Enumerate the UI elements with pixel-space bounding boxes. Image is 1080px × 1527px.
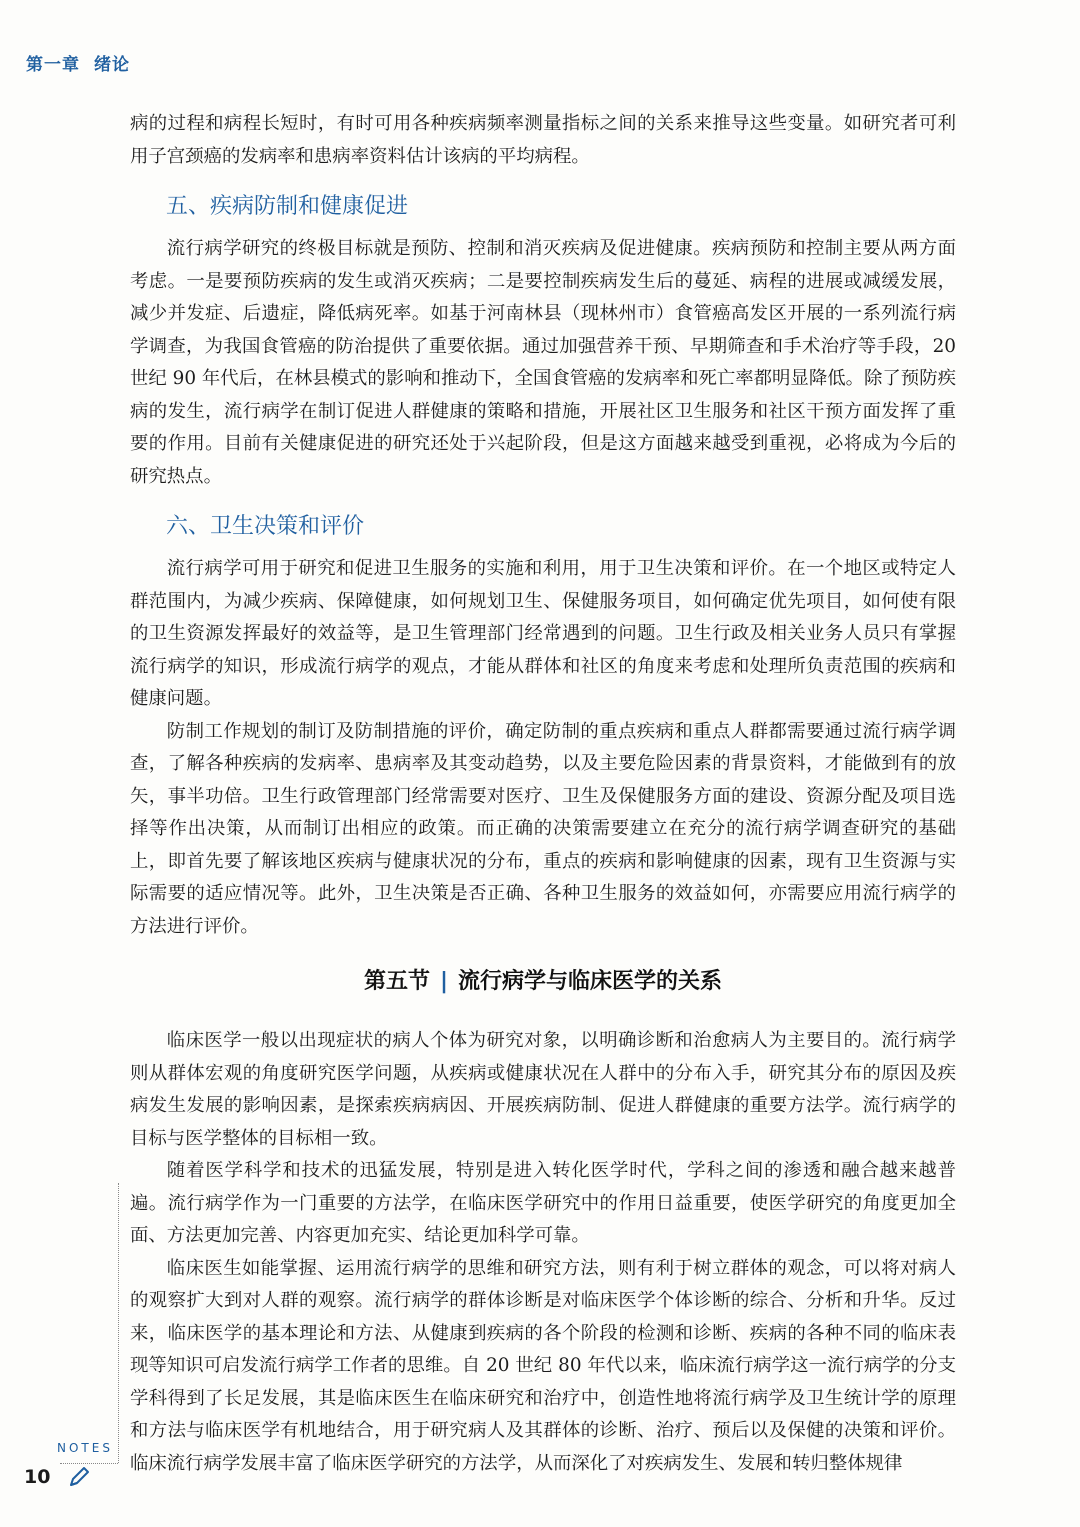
chapter-number: 第一章 bbox=[26, 55, 80, 75]
subsection-6-paragraph-2: 防制工作规划的制订及防制措施的评价，确定防制的重点疾病和重点人群都需要通过流行病学调查，了解各种疾病的发病率、患病率及其变动趋势，以及主要危险因素的背景资料，才能做到有的放矢，事半功倍。卫生行政管理部门经常需要对医疗、卫生及保健服务方面的建设、资源分配及项目选择等作出决策，从而制订出相应的政策。而正确的决策需要建立在充分的流行病学调查研究的基础上，即首先要了解该地区疾病与健康状况的分布，重点的疾病和影响健康的因素，现有卫生资源与实际需要的适应情况等。此外，卫生决策是否正确、各种卫生服务的效益如何，亦需要应用流行病学的方法进行评价。 bbox=[130, 720, 956, 937]
subsection-5-paragraph-1: 流行病学研究的终极目标就是预防、控制和消灭疾病及促进健康。疾病预防和控制主要从两方面考虑。一是要预防疾病的发生或消灭疾病；二是要控制疾病发生后的蔓延、病程的进展或减缓发展，减少并发症、后遗症，降低病死率。如基于河南林县（现林州市）食管癌高发区开展的一系列流行病学调查，为我国食管癌的防治提供了重要依据。通过加强营养干预、早期筛查和手术治疗等手段，20 世纪 90 年代后，在林县模式的影响和推动下，全国食管癌的发病率和死亡率都明显降低。除了预防疾病的发生，流行病学在制订促进人群健康的策略和措施，开展社区卫生服务和社区干预方面发挥了重要的作用。目前有关健康促进的研究还处于兴起阶段，但是这方面越来越受到重视，必将成为今后的研究热点。 bbox=[130, 238, 956, 487]
subsection-heading-5: 五、疾病防制和健康促进 bbox=[166, 194, 409, 219]
chapter-header bbox=[26, 50, 144, 75]
section-5-paragraph-1: 临床医学一般以出现症状的病人个体为研究对象，以明确诊断和治愈病人为主要目的。流行病学则从群体宏观的角度研究医学问题，从疾病或健康状况在人群中的分布入手，研究其分布的原因及疾病发生发展的影响因素，是探索疾病病因、开展疾病防制、促进人群健康的重要方法学。流行病学的目标与医学整体的目标相一致。 bbox=[130, 1030, 956, 1149]
subsection-heading-6: 六、卫生决策和评价 bbox=[166, 514, 365, 539]
chapter-title: 绪论 bbox=[94, 55, 130, 75]
section-label: 第五节 bbox=[363, 969, 430, 994]
section-separator: | bbox=[439, 969, 449, 994]
notes-label: NOTES bbox=[57, 1441, 113, 1455]
section-5-paragraph-3: 临床医生如能掌握、运用流行病学的思维和研究方法，则有利于树立群体的观念，可以将对病人的观察扩大到对人群的观察。流行病学的群体诊断是对临床医学个体诊断的综合、分析和升华。反过来，临床医学的基本理论和方法、从健康到疾病的各个阶段的检测和诊断、疾病的各种不同的临床表现等知识可启发流行病学工作者的思维。自 20 世纪 80 年代以来，临床流行病学这一流行病学的分支学科得到了长足发展，其是临床医生在临床研究和治疗中，创造性地将流行病学及卫生统计学的原理和方法与临床医学有机地结合，用于研究病人及其群体的诊断、治疗、预后以及保健的决策和评价。临床流行病学发展丰富了临床医学研究的方法学，从而深化了对疾病发生、发展和转归整体规律 bbox=[130, 1257, 956, 1474]
section-heading bbox=[130, 965, 956, 999]
page-number: 10 bbox=[24, 1466, 51, 1488]
notes-margin-line bbox=[118, 1183, 119, 1463]
section-title: 流行病学与临床医学的关系 bbox=[458, 969, 723, 994]
section-5-paragraph-2: 随着医学科学和技术的迅猛发展，特别是进入转化医学时代，学科之间的渗透和融合越来越普遍。流行病学作为一门重要的方法学，在临床医学研究中的作用日益重要，使医学研究的角度更加全面、方法更加完善、内容更加充实、结论更加科学可靠。 bbox=[130, 1160, 956, 1246]
intro-paragraph: 病的过程和病程长短时，有时可用各种疾病频率测量指标之间的关系来推导这些变量。如研究者可利用子宫颈癌的发病率和患病率资料估计该病的平均病程。 bbox=[130, 113, 956, 167]
subsection-6-paragraph-1: 流行病学可用于研究和促进卫生服务的实施和利用，用于卫生决策和评价。在一个地区或特定人群范围内，为减少疾病、保障健康，如何规划卫生、保健服务项目，如何确定优先项目，如何使有限的卫生资源发挥最好的效益等，是卫生管理部门经常遇到的问题。卫生行政及相关业务人员只有掌握流行病学的知识，形成流行病学的观点，才能从群体和社区的角度来考虑和处理所负责范围的疾病和健康问题。 bbox=[130, 558, 956, 709]
page-content bbox=[130, 108, 956, 1480]
pen-icon bbox=[66, 1464, 92, 1490]
